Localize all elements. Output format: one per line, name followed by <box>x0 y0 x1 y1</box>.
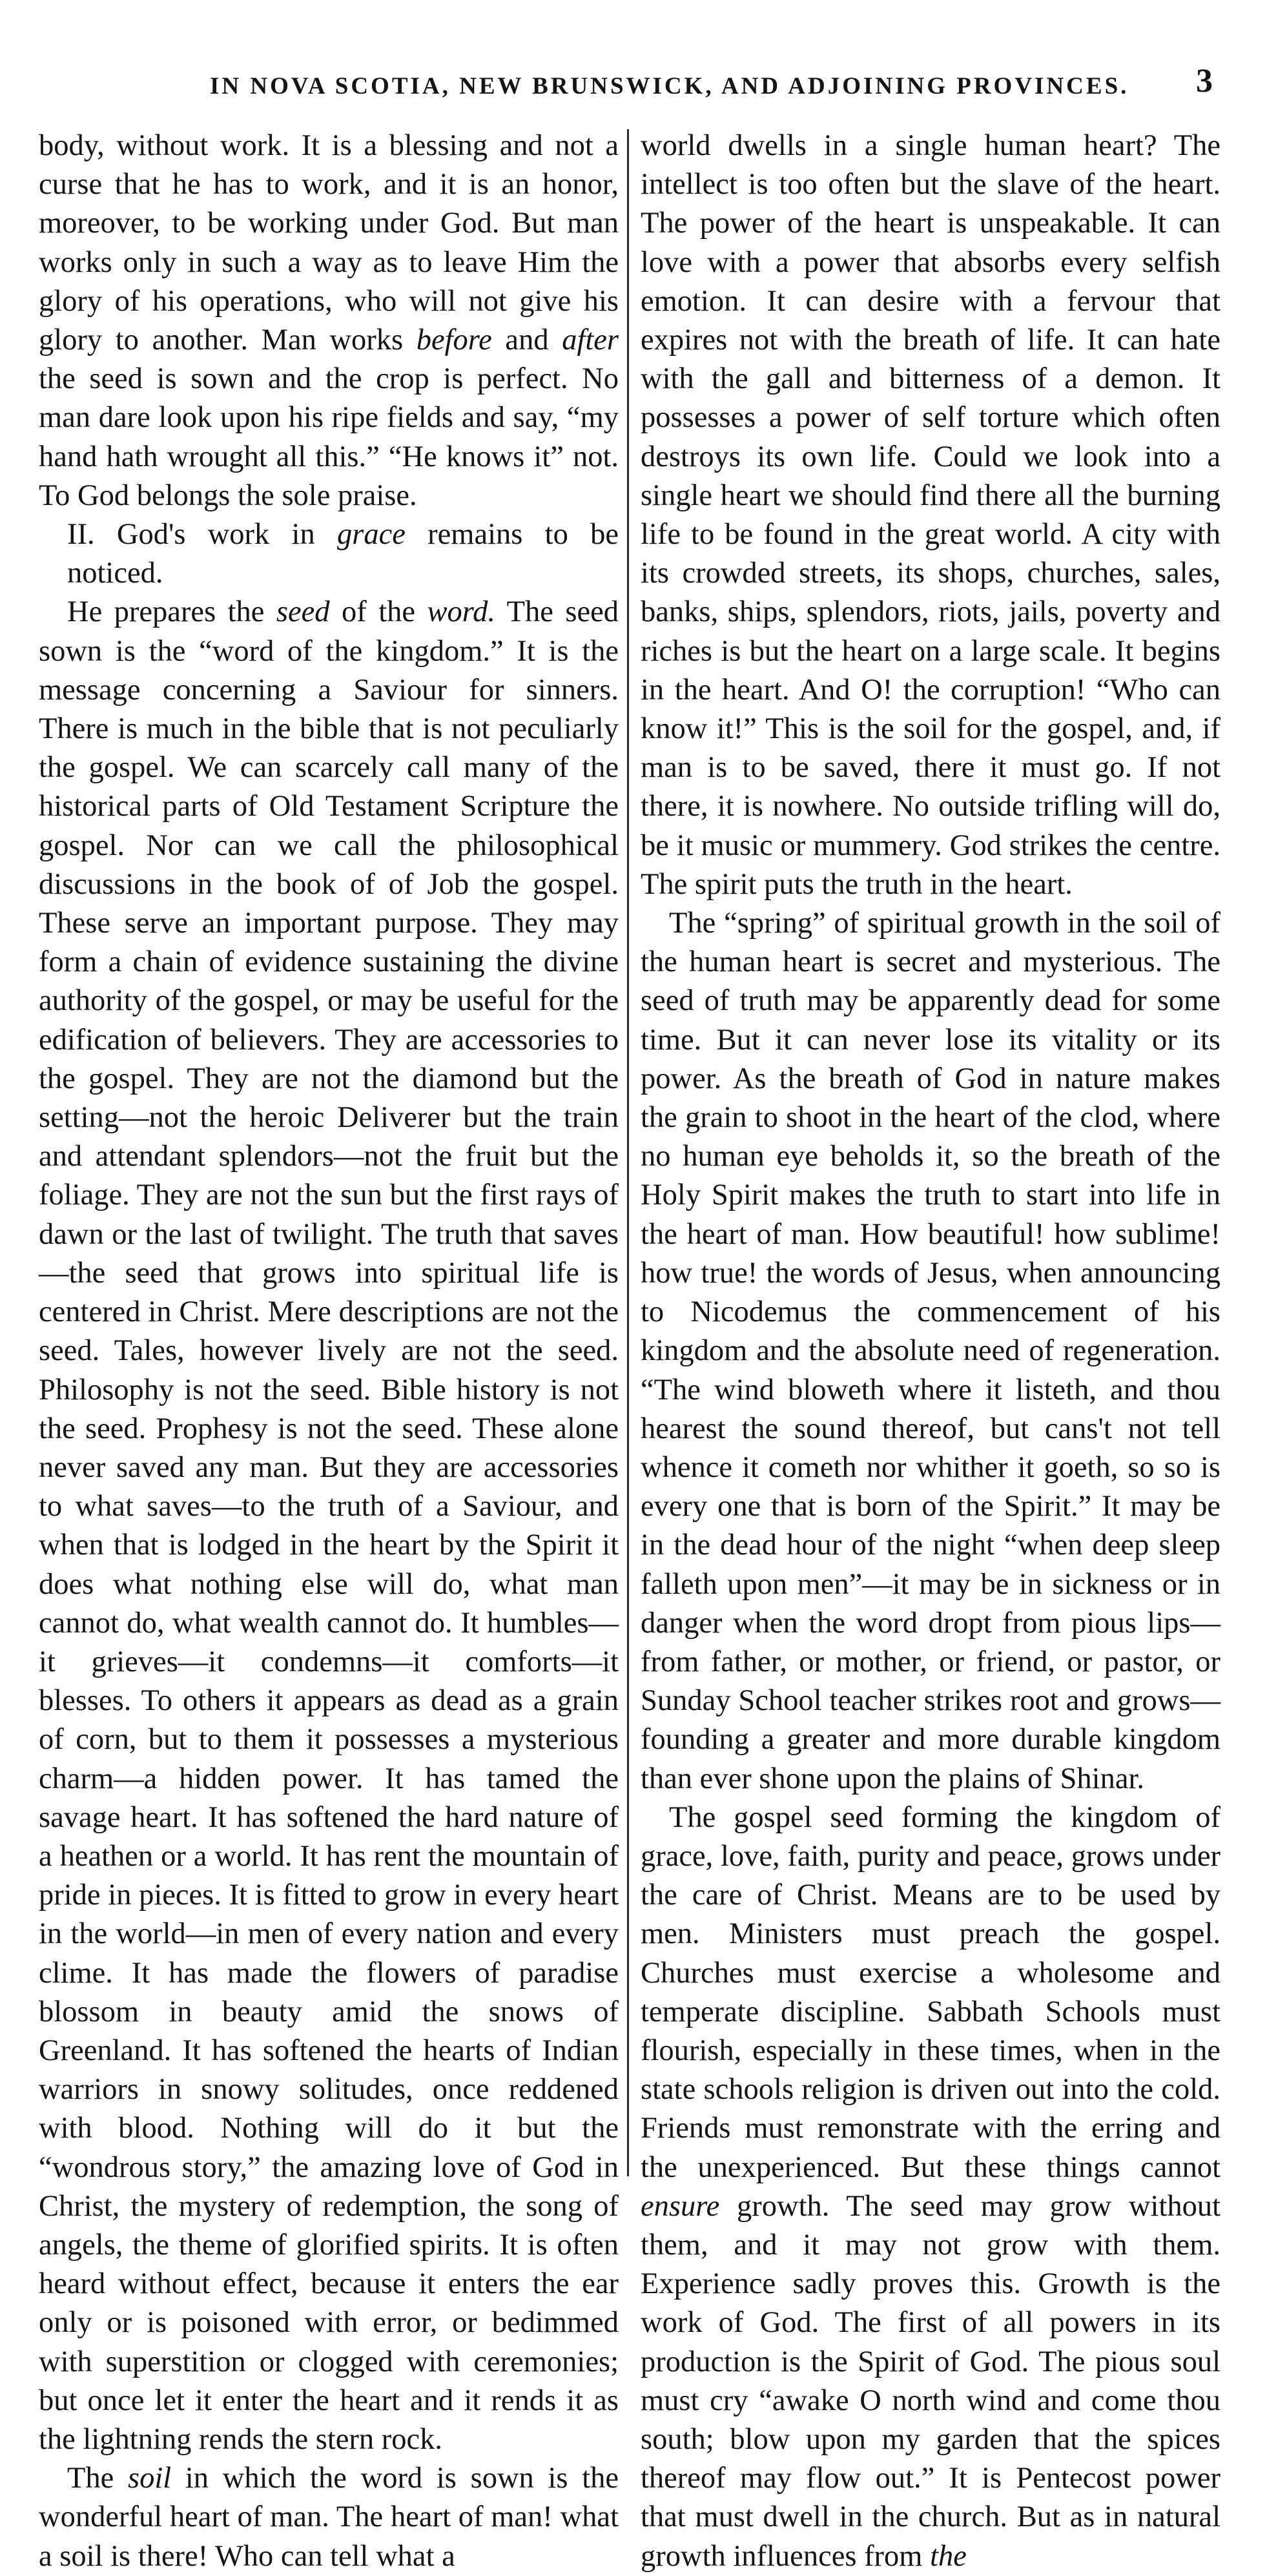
right-column <box>641 127 1220 2573</box>
left-column <box>39 127 619 2573</box>
paragraph-seed-of-word: He prepares the seed of the word. The seed sown is the “word of the kingdom.” It is the message concerning a Saviour for sinners. There is much in the bible that is not peculiarly the gospel. We can scarcely call many of the historical parts of Old Testament Scripture the gospel. Nor can we call the philosophical discussions in the book of of Job the gospel. These serve an important purpose. They may form a chain of evidence sustaining the divine authority of the gospel, or may be useful for the edification of believers. They are accessories to the gospel. They are not the diamond but the setting—not the heroic Deliverer but the train and attendant splendors—not the fruit but the foliage. They are not the sun but the first rays of dawn or the last of twilight. The truth that saves—the seed that grows into spiritual life is centered in Christ. Mere descriptions are not the seed. Tales, however lively are not the seed. Philosophy is not the seed. Bible history is not the seed. Prophesy is not the seed. These alone never saved any man. But they are accessories to what saves—to the truth of a Saviour, and when that is lodged in the heart by the Spirit it does what nothing else will do, what man cannot do, what wealth cannot do. It humbles—it grieves—it condemns—it comforts—it blesses. To others it appears as dead as a grain of corn, but to them it possesses a mysterious charm—a hidden power. It has tamed the savage heart. It has softened the hard nature of a heathen or a world. It has rent the mountain of pride in pieces. It is fitted to grow in every heart in the world—in men of every nation and every clime. It has made the flowers of paradise blossom in beauty amid the snows of Greenland. It has softened the hearts of Indian warriors in snowy solitudes, once reddened with blood. Nothing will do it but the “wondrous story,” the amazing love of God in Christ, the mystery of redemption, the song of angels, the theme of glorified spirits. It is often heard without effect, because it enters the ear only or is poisoned with error, or bedimmed with superstition or clogged with ceremonies; but once let it enter the heart and it rends it as the lightning rends the stern rock. <box>39 595 619 2456</box>
page-number: 3 <box>1196 63 1213 99</box>
paragraph-work-continued: body, without work. It is a blessing and not a curse that he has to work, and it is an honor, moreover, to be working under God. But man works only in such a way as to leave Him the glory of his operations, who will not give his glory to another. Man works before and after the seed is sown and the crop is perfect. No man dare look upon his ripe fields and say, “my hand hath wrought all this.” “He knows it” not. To God belongs the sole praise. <box>39 129 619 512</box>
paragraph-spring-of-growth: The “spring” of spiritual growth in the soil of the human heart is secret and mysterious. The seed of truth may be apparently dead for some time. But it can never lose its vitality or its power. As the breath of God in nature makes the grain to shoot in the heart of the clod, where no human eye beholds it, so the breath of the Holy Spirit makes the truth to start into life in the heart of man. How beautiful! how sublime! how true! the words of Jesus, when announcing to Nicodemus the commencement of his kingdom and the absolute need of regeneration. “The wind bloweth where it listeth, and thou hearest the sound thereof, but cans't not tell whence it cometh nor whither it goeth, so so is every one that is born of the Spirit.” It may be in the dead hour of the night “when deep sleep falleth upon men”—it may be in sickness or in danger when the word dropt from pious lips—from father, or mother, or friend, or pastor, or Sunday School teacher strikes root and grows—founding a greater and more durable kingdom than ever shone upon the plains of Shinar. <box>641 907 1220 1795</box>
column-rule <box>627 129 629 2176</box>
paragraph-soil: The soil in which the word is sown is the wonderful heart of man. The heart of man! what a soil is there! Who can tell what a <box>39 2462 619 2573</box>
page-header <box>0 50 1287 108</box>
section-heading-grace: II. God's work in grace remains to be noticed. <box>67 518 619 590</box>
paragraph-human-heart: world dwells in a single human heart? The intellect is too often but the slave of the heart. The power of the heart is unspeakable. It can love with a power that absorbs every selfish emotion. It can desire with a fervour that expires not with the breath of life. It can hate with the gall and bitterness of a demon. It possesses a power of self torture which often destroys its own life. Could we look into a single heart we should find there all the burning life to be found in the great world. A city with its crowded streets, its shops, churches, sales, banks, ships, splendors, riots, jails, poverty and riches is but the heart on a large scale. It begins in the heart. And O! the corruption! “Who can know it!” This is the soil for the gospel, and, if man is to be saved, there it must go. If not there, it is nowhere. No outside trifling will do, be it music or mummery. God strikes the centre. The spirit puts the truth in the heart. <box>641 129 1220 901</box>
paragraph-gospel-seed: The gospel seed forming the kingdom of grace, love, faith, purity and peace, grows under the care of Christ. Means are to be used by men. Ministers must preach the gospel. Churches must exercise a wholesome and temperate discipline. Sabbath Schools must flourish, especially in these times, when in the state schools religion is driven out into the cold. Friends must remonstrate with the erring and the unexperienced. But these things cannot ensure growth. The seed may grow without them, and it may not grow with them. Experience sadly proves this. Growth is the work of God. The first of all powers in its production is the Spirit of God. The pious soul must cry “awake O north wind and come thou south; blow upon my garden that the spices thereof may flow out.” It is Pentecost power that must dwell in the church. But as in natural growth influences from the <box>641 1800 1220 2573</box>
running-title: IN NOVA SCOTIA, NEW BRUNSWICK, AND ADJOINING PROVINCES. <box>210 73 1129 99</box>
